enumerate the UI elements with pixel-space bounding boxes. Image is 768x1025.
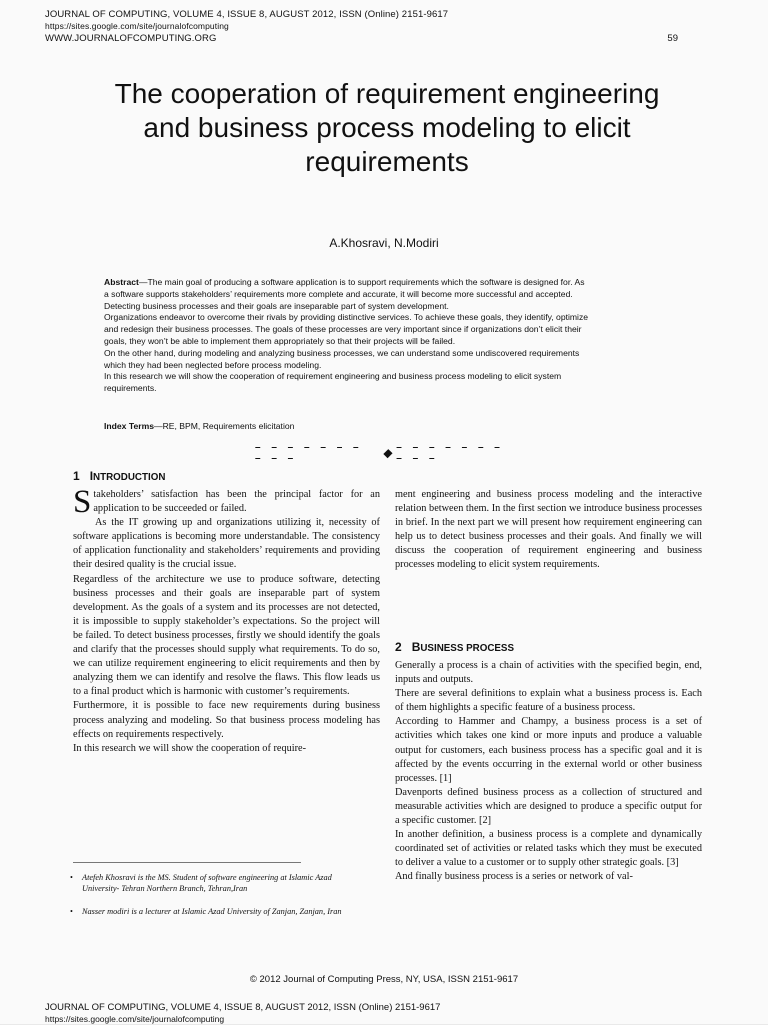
paragraph: According to Hammer and Champy, a business process is a set of activities which takes one kind or more inputs and produce a valuable output for customers, each business process has a specific goal and it is affected by the events occurring in the external world or other business processes. [1] bbox=[395, 716, 702, 784]
abstract bbox=[104, 277, 670, 395]
abstract-line: requirements. bbox=[104, 383, 157, 394]
title-line: The cooperation of requirement engineering bbox=[114, 78, 660, 109]
abstract-line: a software supports stakeholders’ requirements more complete and accurate, it will become more successful and accepted. bbox=[104, 288, 573, 299]
abstract-line: goals, they won’t be able to implement them appropriately so that their projects will be failed. bbox=[104, 335, 456, 346]
abstract-line: and redesign their business processes. The goals of these processes are very important since if organizations don’t elicit their bbox=[104, 324, 582, 335]
intro-first-line: takeholders’ satisfaction has been the principal factor bbox=[93, 489, 343, 500]
paragraph: Generally a process is a chain of activities with the specified begin, end, inputs and outputs. bbox=[395, 660, 702, 686]
footer-url[interactable]: https://sites.google.com/site/journalofcomputing bbox=[45, 1014, 225, 1024]
title-line: and business process modeling to elicit bbox=[143, 112, 631, 143]
abstract-line: In this research we will show the cooperation of requirement engineering and business process modeling to elicit system bbox=[104, 371, 562, 382]
left-column bbox=[73, 484, 380, 756]
abstract-line: On the other hand, during modeling and analyzing business processes, we can understand some undiscovered requirements bbox=[104, 347, 580, 358]
footnote bbox=[70, 872, 370, 894]
section-title-initial: B bbox=[411, 640, 421, 654]
journal-header: JOURNAL OF COMPUTING, VOLUME 4, ISSUE 8, AUGUST 2012, ISSN (Online) 2151-9617 bbox=[45, 9, 449, 20]
footnote bbox=[70, 906, 370, 917]
diamond-icon bbox=[383, 449, 392, 458]
section-number: 1 bbox=[73, 469, 80, 483]
paragraph: There are several definitions to explain what a business process is. Each of them highlights a specific feature of a business process. bbox=[395, 688, 702, 714]
right-column-continuation: ment engineering and business process modeling and the interactive relation between them. In the first section we introduce business processes in brief. In the next part we will present how requirement engineering can help us to detect business processes and their goals. And finally we will discuss the cooperation of requirement engineering and business processes modeling to elicit system requirements. bbox=[395, 489, 702, 571]
paragraph: As the IT growing up and organizations utilizing it, necessity of software applications is becoming more understandable. The consistency of application functionality and stakeholders’ requirements and providing their desired quality is the crucial issue. bbox=[73, 517, 380, 571]
section-separator bbox=[255, 442, 520, 464]
copyright-notice: © 2012 Journal of Computing Press, NY, USA, ISSN 2151-9617 bbox=[249, 974, 519, 985]
index-terms-label: Index Terms bbox=[104, 421, 154, 431]
paragraph: Furthermore, it is possible to face new requirements during business process analyzing and modeling. So that business process modeling has effects on requirements respectively. bbox=[73, 700, 380, 740]
index-terms bbox=[104, 421, 294, 431]
paragraph: Regardless of the architecture we use to produce software, detecting business processes and their goals are inseparable part of system development. As the goals of a system and its processes are not detected, it is impossible to supply stakeholder’s expectations. So the project will be failed. To detect business processes, firstly we should identify the goals and clarify that the processes should supply what requirements. To do so, we can utilize requirement engineering to elicit requirements and then by analyzing them we can identify and resolve the flaws. This flow leads us to a final product which is harmonic with customer’s requirements. bbox=[73, 573, 380, 698]
abstract-line: Detecting business processes and their goals are inseparable part of system development. bbox=[104, 300, 449, 311]
index-terms-text: —RE, BPM, Requirements elicitation bbox=[154, 421, 295, 431]
intro-second-line: for an application to be succeeded or failed. bbox=[93, 489, 380, 515]
paragraph: In this research we will show the cooperation of require- bbox=[73, 742, 307, 754]
section-heading-business-process bbox=[395, 640, 514, 654]
drop-cap: S bbox=[73, 484, 92, 520]
page-number: 59 bbox=[667, 33, 678, 44]
title-line: requirements bbox=[305, 146, 469, 177]
footer-journal-line: JOURNAL OF COMPUTING, VOLUME 4, ISSUE 8, AUGUST 2012, ISSN (Online) 2151-9617 bbox=[45, 1002, 441, 1013]
footnote-bullet: • bbox=[70, 907, 73, 916]
section-title-initial: I bbox=[89, 469, 94, 483]
footnote-text: Atefeh Khosravi is the MS. Student of software engineering at Islamic Azad University- Tehran Northern Branch, Tehran,Iran bbox=[82, 873, 332, 893]
separator-dashes-left: – – – – – – – – – – bbox=[255, 442, 363, 464]
journal-url[interactable]: https://sites.google.com/site/journalofcomputing bbox=[45, 21, 229, 31]
journal-site[interactable]: WWW.JOURNALOFCOMPUTING.ORG bbox=[45, 33, 217, 44]
section-title-rest: NTRODUCTION bbox=[93, 472, 166, 483]
section-number: 2 bbox=[395, 640, 402, 654]
paper-title bbox=[40, 77, 734, 179]
footnote-bullet: • bbox=[70, 873, 73, 882]
section-heading-introduction bbox=[73, 469, 165, 483]
abstract-line: Organizations endeavor to overcome their rivals by providing distinctive services. To achieve these goals, they identify, optimize bbox=[104, 312, 589, 323]
right-column-section2 bbox=[395, 659, 702, 885]
paragraph: And finally business process is a series or network of val- bbox=[395, 871, 633, 883]
paragraph: Davenports defined business process as a collection of structured and measurable activities which are designed to produce a specific output for a specific customer. [2] bbox=[395, 786, 702, 827]
abstract-line: which they had been neglected before process modeling. bbox=[104, 359, 322, 370]
authors: A.Khosravi, N.Modiri bbox=[329, 236, 439, 250]
abstract-line: —The main goal of producing a software application is to support requirements which the software is designed for. As bbox=[138, 277, 585, 287]
footnote-text: Nasser modiri is a lecturer at Islamic Azad University of Zanjan, Zanjan, Iran bbox=[82, 907, 342, 916]
section-title-rest: USINESS PROCESS bbox=[420, 643, 514, 654]
paragraph: In another definition, a business process is a complete and dynamically coordinated set of activities or related tasks which they must be executed to deliver a value to a customer or to supply other strategic goals. [3] bbox=[395, 829, 702, 869]
separator-dashes-right: – – – – – – – – – – bbox=[396, 442, 504, 464]
abstract-label: Abstract bbox=[104, 277, 139, 287]
footnote-rule bbox=[73, 862, 301, 863]
